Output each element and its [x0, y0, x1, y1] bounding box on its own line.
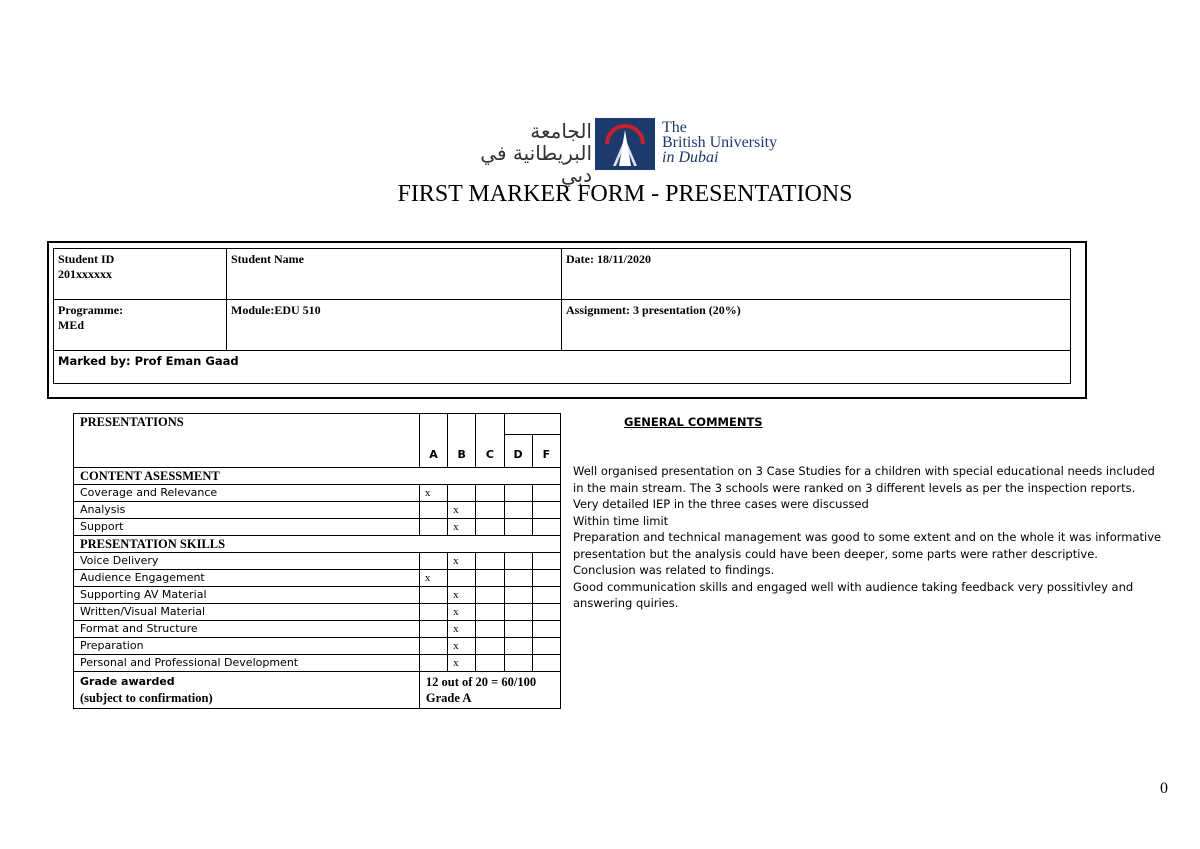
- mark-cell: x: [448, 587, 476, 604]
- table-row: [74, 655, 561, 672]
- mark-cell: [476, 655, 504, 672]
- mark-cell: [532, 638, 560, 655]
- logo-arabic-line: دبي: [560, 163, 592, 187]
- grade-col-f: F: [532, 435, 560, 468]
- mark-cell: [448, 485, 476, 502]
- date-cell: [562, 249, 1071, 300]
- mark-cell: [504, 519, 532, 536]
- criterion-label: Supporting AV Material: [74, 587, 420, 604]
- presentations-grading-table: [73, 413, 561, 709]
- assignment-cell: [562, 300, 1071, 351]
- programme-value: MEd: [58, 318, 85, 332]
- table-row: [74, 638, 561, 655]
- programme-cell: [54, 300, 227, 351]
- logo-arabic-text: [456, 119, 592, 187]
- mark-cell: [476, 570, 504, 587]
- mark-cell: x: [419, 570, 447, 587]
- mark-cell: [476, 553, 504, 570]
- criterion-label: Audience Engagement: [74, 570, 420, 587]
- table-row: [74, 621, 561, 638]
- student-id-label: Student ID: [58, 252, 115, 266]
- mark-cell: [504, 655, 532, 672]
- mark-cell: [532, 502, 560, 519]
- mark-cell: x: [448, 655, 476, 672]
- student-info-box: [47, 241, 1087, 399]
- table-row: [74, 587, 561, 604]
- mark-cell: [532, 570, 560, 587]
- grade-col-d: D: [504, 435, 532, 468]
- presentation-skills-header: PRESENTATION SKILLS: [74, 536, 561, 553]
- table-row: [74, 519, 561, 536]
- table-row: [74, 570, 561, 587]
- mark-cell: x: [448, 638, 476, 655]
- mark-cell: [419, 502, 447, 519]
- logo-emblem-icon: [595, 118, 655, 170]
- mark-cell: [504, 638, 532, 655]
- mark-cell: [419, 655, 447, 672]
- logo-english-line: British University: [662, 134, 778, 151]
- grade-value: Grade A: [419, 690, 560, 709]
- table-row: [74, 502, 561, 519]
- mark-cell: [419, 519, 447, 536]
- score-value: 12 out of 20 = 60/100: [419, 672, 560, 691]
- mark-cell: [532, 519, 560, 536]
- comment-line: Good communication skills and engaged well with audience taking feedback very possitivley and answering quiries.: [573, 579, 1134, 610]
- module-cell: [227, 300, 562, 351]
- criterion-label: Written/Visual Material: [74, 604, 420, 621]
- marked-by-label: Marked by: Prof Eman Gaad: [58, 354, 239, 368]
- mark-cell: [476, 485, 504, 502]
- assignment-label: Assignment: 3 presentation (20%): [566, 303, 741, 317]
- student-id-cell: [54, 249, 227, 300]
- comment-line: Very detailed IEP in the three cases were discussed: [573, 497, 869, 511]
- mark-cell: x: [448, 502, 476, 519]
- university-logo: [456, 116, 786, 187]
- mark-cell: [419, 587, 447, 604]
- mark-cell: [476, 502, 504, 519]
- mark-cell: [504, 502, 532, 519]
- comment-line: Well organised presentation on 3 Case Studies for a children with special educational needs included in the main stream. The 3 schools were ranked on 3 different levels as per the inspection reports.: [573, 464, 1155, 495]
- mark-cell: [448, 570, 476, 587]
- grade-col-c: C: [476, 414, 504, 468]
- mark-cell: [476, 587, 504, 604]
- mark-cell: x: [419, 485, 447, 502]
- criterion-label: Support: [74, 519, 420, 536]
- mark-cell: x: [448, 604, 476, 621]
- mark-cell: [504, 587, 532, 604]
- table-row: [74, 485, 561, 502]
- mark-cell: x: [448, 621, 476, 638]
- student-name-cell: [227, 249, 562, 300]
- logo-arabic-line: البريطانية في: [480, 141, 592, 165]
- mark-cell: [476, 519, 504, 536]
- criterion-label: Personal and Professional Development: [74, 655, 420, 672]
- mark-cell: [504, 621, 532, 638]
- grade-col-a: A: [419, 414, 447, 468]
- mark-cell: [476, 638, 504, 655]
- grade-col-spacer: [504, 414, 560, 435]
- date-label: Date: 18/11/2020: [566, 252, 651, 266]
- mark-cell: [504, 604, 532, 621]
- criterion-label: Analysis: [74, 502, 420, 519]
- comment-line: Within time limit: [573, 513, 669, 528]
- grade-awarded-cell: [74, 672, 420, 691]
- mark-cell: x: [448, 553, 476, 570]
- programme-label: Programme:: [58, 303, 124, 317]
- marked-by-cell: [54, 351, 1071, 384]
- grade-awarded-note: (subject to confirmation): [74, 690, 420, 709]
- comment-line: Preparation and technical management was good to some extent and on the whole it was informative presentation but the analysis could have been deeper, some parts were rather descriptive.: [573, 530, 1162, 561]
- mark-cell: [532, 604, 560, 621]
- mark-cell: [504, 570, 532, 587]
- table-row: [74, 553, 561, 570]
- grade-col-b: B: [448, 414, 476, 468]
- logo-english-line: The: [662, 119, 687, 136]
- module-label: Module:EDU 510: [231, 303, 321, 317]
- table-row: [74, 604, 561, 621]
- mark-cell: [419, 604, 447, 621]
- student-info-table: [53, 248, 1071, 384]
- mark-cell: [532, 587, 560, 604]
- logo-english-line: in Dubai: [662, 149, 719, 166]
- mark-cell: x: [448, 519, 476, 536]
- criterion-label: Voice Delivery: [74, 553, 420, 570]
- mark-cell: [532, 485, 560, 502]
- page-number: 0: [1160, 780, 1168, 797]
- mark-cell: [532, 655, 560, 672]
- mark-cell: [504, 553, 532, 570]
- criterion-label: Preparation: [74, 638, 420, 655]
- student-name-label: Student Name: [231, 252, 305, 266]
- content-assessment-header: CONTENT ASESSMENT: [74, 468, 561, 485]
- criterion-label: Coverage and Relevance: [74, 485, 420, 502]
- mark-cell: [419, 621, 447, 638]
- general-comments-body: [573, 463, 1163, 612]
- mark-cell: [419, 638, 447, 655]
- logo-arabic-line: الجامعة: [530, 119, 592, 143]
- mark-cell: [476, 621, 504, 638]
- general-comments-title: GENERAL COMMENTS: [624, 415, 763, 429]
- mark-cell: [419, 553, 447, 570]
- mark-cell: [532, 621, 560, 638]
- criterion-label: Format and Structure: [74, 621, 420, 638]
- mark-cell: [532, 553, 560, 570]
- comment-line: Conclusion was related to findings.: [573, 563, 775, 577]
- student-id-value: 201xxxxxx: [58, 267, 112, 281]
- logo-english-text: [662, 120, 777, 165]
- grade-awarded-label: Grade awarded: [80, 675, 175, 688]
- mark-cell: [504, 485, 532, 502]
- form-title: FIRST MARKER FORM - PRESENTATIONS: [397, 181, 853, 207]
- mark-cell: [476, 604, 504, 621]
- presentations-header: PRESENTATIONS: [74, 414, 420, 468]
